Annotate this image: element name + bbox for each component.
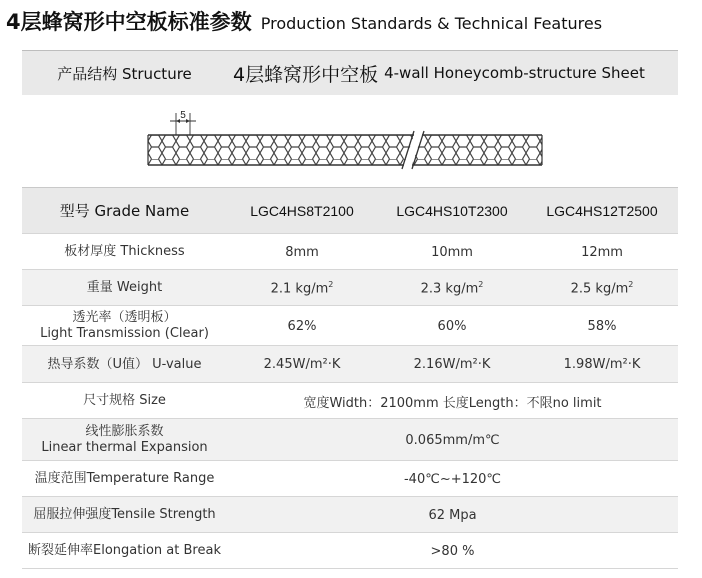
- row-temperature: [22, 460, 678, 497]
- title-en: Production Standards & Technical Features: [260, 14, 603, 33]
- elongation-value: >80 %: [430, 543, 475, 559]
- expansion-label-en: Linear thermal Expansion: [41, 440, 208, 455]
- expansion-label-zh: 线性膨胀系数: [85, 424, 164, 439]
- light-label-en: Light Transmission (Clear): [40, 326, 209, 341]
- row-size: [22, 382, 678, 419]
- structure-value-zh: 4层蜂窝形中空板: [233, 63, 379, 86]
- light-value-2: 60%: [437, 318, 467, 334]
- light-value-1: 62%: [287, 318, 317, 334]
- uvalue-value-1: 2.45W/m²·K: [263, 357, 341, 372]
- thickness-value-2: 10mm: [431, 244, 473, 260]
- structure-value-en: 4-wall Honeycomb-structure Sheet: [384, 64, 645, 82]
- tensile-label: 屈服拉伸强度Tensile Strength: [33, 507, 216, 522]
- light-label-zh: 透光率（透明板）: [72, 310, 177, 325]
- grade-name-2: LGC4HS10T2300: [396, 202, 508, 219]
- row-thickness: [22, 233, 678, 270]
- weight-label: 重量 Weight: [86, 280, 163, 295]
- grade-row: [22, 187, 678, 233]
- grade-name-3: LGC4HS12T2500: [546, 202, 658, 219]
- light-value-3: 58%: [587, 318, 617, 334]
- grade-name-1: LGC4HS8T2100: [250, 202, 354, 219]
- temperature-value: -40℃~+120℃: [403, 471, 502, 487]
- elongation-label: 断裂延伸率Elongation at Break: [28, 543, 221, 558]
- thickness-value-3: 12mm: [581, 244, 623, 260]
- tensile-value: 62 Mpa: [428, 507, 477, 523]
- row-tensile: [22, 496, 678, 533]
- structure-label: 产品结构 Structure: [57, 64, 192, 83]
- dimension-label: 5: [180, 110, 186, 121]
- expansion-label: [22, 424, 227, 456]
- weight-value-2: 2.3 $kg/m^2$: [420, 279, 484, 297]
- row-elongation: [22, 532, 678, 569]
- uvalue-value-3: 1.98W/m²·K: [563, 357, 641, 372]
- row-weight: [22, 269, 678, 306]
- weight-value-1: 2.1 $kg/m^2$: [270, 279, 334, 297]
- grade-label: 型号 Grade Name: [59, 202, 190, 220]
- size-label: 尺寸规格 Size: [83, 393, 166, 408]
- divider-bottom: [22, 568, 678, 569]
- honeycomb-cross-section: [22, 95, 678, 187]
- page-title: [6, 6, 696, 38]
- light-label: [22, 310, 227, 342]
- expansion-value: 0.065mm/m℃: [405, 432, 500, 448]
- uvalue-label: 热导系数（U值） U-value: [47, 356, 202, 372]
- thickness-value-1: 8mm: [285, 244, 319, 260]
- row-light-transmission: [22, 305, 678, 346]
- weight-value-3: 2.5 $kg/m^2$: [570, 279, 634, 297]
- temperature-label: 温度范围Temperature Range: [34, 471, 215, 486]
- title-zh: 4层蜂窝形中空板标准参数: [6, 10, 252, 34]
- thickness-label: 板材厚度 Thickness: [64, 244, 185, 259]
- size-value: 宽度Width：2100mm 长度Length：不限no limit: [303, 395, 602, 411]
- row-u-value: [22, 345, 678, 383]
- honeycomb-diagram: [22, 95, 678, 187]
- row-expansion: [22, 418, 678, 461]
- uvalue-value-2: 2.16W/m²·K: [413, 357, 491, 372]
- structure-row: [22, 51, 678, 95]
